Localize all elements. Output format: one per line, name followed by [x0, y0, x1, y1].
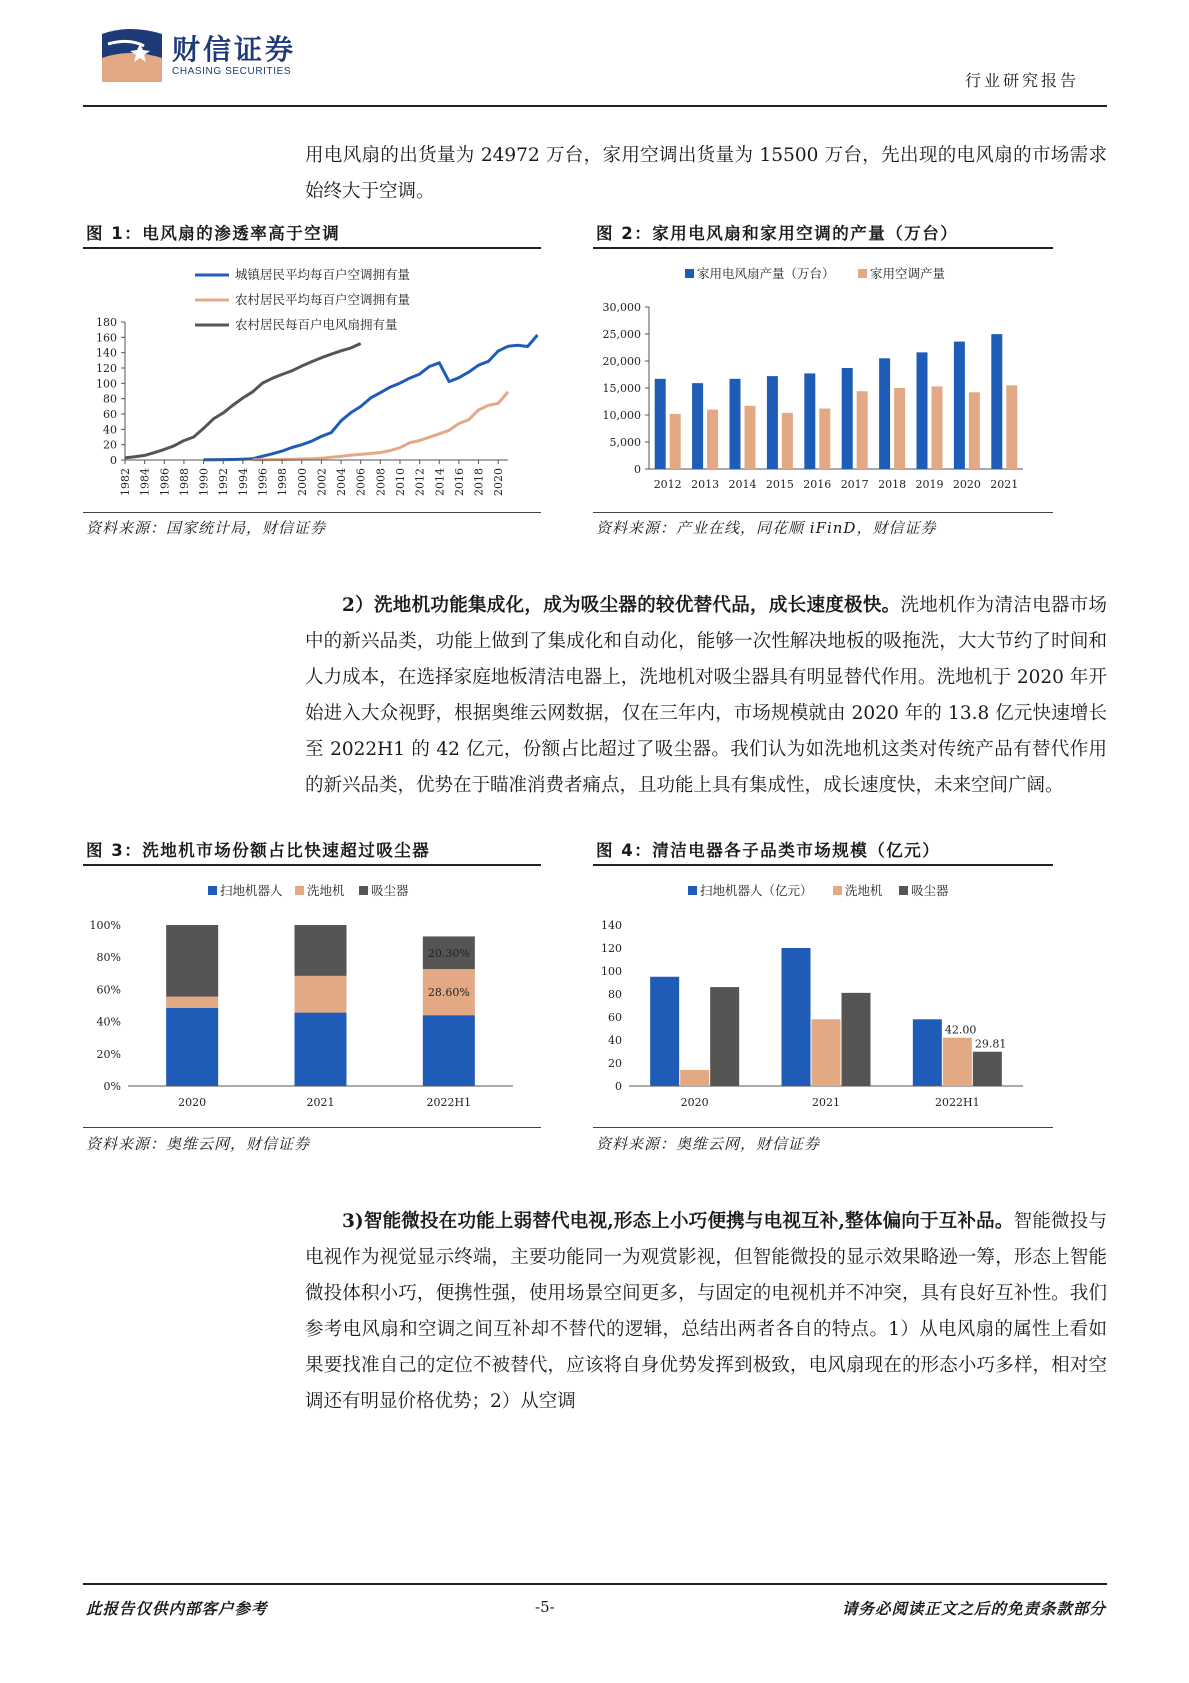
- figure-1-bottom-rule: [83, 512, 541, 513]
- footer-disclaimer-right: 请务必阅读正文之后的免责条款部分: [841, 1600, 1106, 1618]
- chart-3-market-share: [83, 870, 541, 1120]
- bar-robot-2022H1: [913, 1019, 942, 1086]
- y-tick-label: 60: [103, 408, 117, 421]
- x-tick-label: 2008: [374, 468, 388, 496]
- x-tick-label: 2021: [306, 1096, 335, 1109]
- x-tick-label: 1992: [217, 468, 231, 496]
- x-tick-label: 2012: [413, 468, 427, 496]
- x-tick-label: 2004: [335, 468, 349, 496]
- paragraph-1: 用电风扇的出货量为 24972 万台，家用空调出货量为 15500 万台，先出现的电风扇的市场需求始终大于空调。: [305, 145, 1107, 202]
- logo-mark: [100, 24, 164, 82]
- legend-swatch-2: [295, 886, 304, 895]
- data-label-floor-washer: 28.60%: [427, 986, 470, 1000]
- legend-label-1: 扫地机器人: [220, 883, 283, 898]
- y-tick-label: 180: [96, 316, 117, 329]
- figure-1-source: 资料来源：国家统计局，财信证券: [86, 519, 327, 537]
- footer-disclaimer-left: 此报告仅供内部客户参考: [86, 1600, 268, 1618]
- y-tick-label: 80: [103, 392, 117, 406]
- bar-ac-2013: [707, 410, 718, 469]
- bar-fan-2016: [804, 373, 815, 469]
- paragraph-3: [305, 1204, 1107, 1420]
- legend-label-3: 吸尘器: [911, 883, 949, 898]
- y-tick-label: 100%: [89, 919, 121, 932]
- stack-segment-vacuum-2020: [166, 925, 218, 997]
- y-tick-label: 0: [615, 1080, 622, 1093]
- figure-4-source: 资料来源：奥维云网，财信证券: [596, 1135, 821, 1153]
- series-line-2: [253, 392, 508, 460]
- y-tick-label: 20,000: [602, 355, 641, 368]
- x-tick-label: 1996: [256, 468, 270, 496]
- figure-1-title: 图 1：电风扇的渗透率高于空调: [86, 224, 341, 243]
- x-tick-label: 2021: [812, 1096, 840, 1109]
- legend-swatch-3: [899, 886, 908, 895]
- bar-ac-2016: [819, 409, 830, 469]
- x-tick-label: 2021: [990, 478, 1019, 491]
- y-tick-label: 100: [601, 965, 622, 978]
- report-type: 行业研究报告: [964, 71, 1079, 90]
- legend-label-2: 洗地机: [845, 883, 883, 898]
- paragraph-3-body: 智能微投与电视作为视觉显示终端，主要功能同一为观赏影视，但智能微投的显示效果略逊一筹，形态上智能微投体积小巧，便携性强，使用场景空间更多，与固定的电视机并不冲突，具有良好互补性。我们参考电风扇和空调之间互补却不替代的逻辑，总结出两者各自的特点。1）从电风扇的属性上看如果要找准自己的定位不被替代，应该将自身优势发挥到极致，电风扇现在的形态小巧多样，相对空调还有明显价格优势；2）从空调: [305, 1211, 1107, 1412]
- series-line-1: [204, 335, 538, 460]
- paragraph-2-heading: 2）洗地机功能集成化，成为吸尘器的较优替代品，成长速度极快。: [342, 595, 901, 616]
- x-tick-label: 2012: [653, 478, 682, 491]
- figure-2-bottom-rule: [593, 512, 1053, 513]
- figure-3-title: 图 3：洗地机市场份额占比快速超过吸尘器: [86, 841, 431, 860]
- y-tick-label: 140: [96, 346, 117, 360]
- bar-robot-2020: [650, 977, 679, 1086]
- y-tick-label: 0: [634, 463, 641, 476]
- figure-1-title-rule: [83, 247, 541, 249]
- y-tick-label: 30,000: [602, 301, 641, 314]
- x-tick-label: 2014: [433, 468, 447, 496]
- figure-4-title-rule: [593, 864, 1053, 866]
- logo-subtext: CHASING SECURITIES: [172, 66, 292, 77]
- x-tick-label: 1990: [197, 468, 211, 496]
- x-tick-label: 2017: [840, 478, 869, 491]
- y-tick-label: 5,000: [609, 436, 641, 449]
- y-tick-label: 20: [103, 438, 117, 452]
- x-tick-label: 2006: [354, 468, 368, 496]
- bar-ac-2014: [745, 406, 756, 469]
- y-tick-label: 20%: [96, 1047, 121, 1061]
- y-tick-label: 100: [96, 377, 117, 391]
- legend-swatch-2: [833, 886, 842, 895]
- bar-vacuum-2022H1: [973, 1052, 1002, 1086]
- y-tick-label: 40%: [96, 1015, 121, 1029]
- chart-4-market-size: [593, 870, 1053, 1120]
- logo-text: 财信证券: [172, 33, 297, 66]
- x-tick-label: 1998: [276, 468, 290, 496]
- bar-fan-2019: [917, 352, 928, 469]
- bar-ac-2017: [857, 391, 868, 469]
- stack-segment-robot-2021: [295, 1013, 347, 1086]
- x-tick-label: 2020: [178, 1096, 207, 1109]
- legend-label-2: 农村居民平均每百户空调拥有量: [235, 292, 411, 307]
- legend-label-1: 家用电风扇产量（万台）: [697, 266, 835, 281]
- x-tick-label: 2020: [952, 478, 981, 491]
- x-tick-label: 2019: [915, 478, 944, 491]
- x-tick-label: 2022H1: [426, 1096, 472, 1109]
- x-tick-label: 2002: [315, 468, 329, 496]
- x-tick-label: 2014: [728, 478, 757, 491]
- x-tick-label: 2010: [393, 468, 407, 496]
- stack-segment-robot-2020: [166, 1008, 218, 1086]
- bar-floor-washer-2021: [812, 1019, 841, 1086]
- chart-2-production: [593, 255, 1053, 510]
- y-tick-label: 80: [608, 988, 622, 1001]
- figure-4-bottom-rule: [593, 1127, 1053, 1128]
- y-tick-label: 10,000: [602, 409, 641, 422]
- x-tick-label: 1986: [158, 468, 172, 496]
- y-tick-label: 15,000: [602, 382, 641, 395]
- y-tick-label: 0: [110, 454, 117, 467]
- y-tick-label: 40: [608, 1034, 622, 1047]
- y-tick-label: 160: [96, 331, 117, 345]
- x-tick-label: 1988: [177, 468, 191, 496]
- x-tick-label: 2016: [452, 468, 466, 496]
- bar-fan-2015: [767, 376, 778, 469]
- legend-label-1: 扫地机器人（亿元）: [700, 883, 813, 898]
- page-number: -5-: [535, 1598, 555, 1616]
- data-label-vacuum: 29.81: [974, 1037, 1007, 1051]
- legend-swatch-3: [359, 886, 368, 895]
- bar-ac-2018: [894, 388, 905, 469]
- figure-3-title-rule: [83, 864, 541, 866]
- y-tick-label: 60%: [96, 983, 121, 997]
- stack-segment-floor-washer-2020: [166, 997, 218, 1008]
- bar-fan-2014: [730, 379, 741, 469]
- legend-swatch-2: [858, 269, 867, 278]
- y-tick-label: 80%: [96, 951, 121, 965]
- y-tick-label: 60: [608, 1011, 622, 1024]
- series-line-3: [125, 344, 361, 458]
- bar-robot-2021: [782, 948, 811, 1086]
- bar-fan-2021: [991, 334, 1002, 469]
- y-tick-label: 120: [601, 942, 622, 955]
- x-tick-label: 2020: [492, 468, 506, 496]
- x-tick-label: 1984: [138, 468, 152, 496]
- legend-swatch-1: [685, 269, 694, 278]
- x-tick-label: 2015: [765, 478, 794, 491]
- legend-label-2: 洗地机: [307, 883, 345, 898]
- figure-3-source: 资料来源：奥维云网，财信证券: [86, 1135, 311, 1153]
- stack-segment-vacuum-2021: [295, 925, 347, 976]
- bar-vacuum-2020: [710, 987, 739, 1086]
- y-tick-label: 40: [103, 423, 117, 437]
- y-tick-label: 25,000: [602, 328, 641, 341]
- bar-ac-2019: [932, 386, 943, 469]
- y-tick-label: 120: [96, 362, 117, 375]
- x-tick-label: 1982: [119, 468, 132, 496]
- bar-ac-2012: [670, 414, 681, 469]
- bar-ac-2021: [1006, 385, 1017, 469]
- x-tick-label: 2022H1: [935, 1096, 980, 1109]
- x-tick-label: 1994: [236, 468, 250, 496]
- paragraph-2: [305, 588, 1107, 804]
- x-tick-label: 2016: [803, 478, 832, 491]
- legend-swatch-1: [688, 886, 697, 895]
- bar-fan-2018: [879, 358, 890, 469]
- bar-fan-2020: [954, 342, 965, 469]
- x-tick-label: 2013: [691, 478, 720, 491]
- header-rule: [83, 105, 1107, 107]
- y-tick-label: 20: [608, 1057, 622, 1070]
- paragraph-2-body: 洗地机作为清洁电器市场中的新兴品类，功能上做到了集成化和自动化，能够一次性解决地板的吸拖洗，大大节约了时间和人力成本，在选择家庭地板清洁电器上，洗地机对吸尘器具有明显替代作用。洗地机于 2020 年开始进入大众视野，根据奥维云网数据，仅在三年内，市场规模就由 2020 年的 13.8 亿元快速增长至 2022H1 的 42 亿元，份额占比超过了吸尘器。我们认为如洗地机这类对传统产品有替代作用的新兴品类，优势在于瞄准消费者痛点，且功能上具有集成性，成长速度快，未来空间广阔。: [305, 595, 1107, 796]
- bar-vacuum-2021: [842, 993, 871, 1086]
- y-tick-label: 0%: [103, 1080, 121, 1093]
- figure-2-title-rule: [593, 247, 1053, 249]
- x-tick-label: 2020: [680, 1096, 709, 1109]
- legend-label-3: 农村居民每百户电风扇拥有量: [235, 317, 398, 332]
- bar-fan-2017: [842, 368, 853, 469]
- data-label-floor-washer: 42.00: [944, 1023, 977, 1037]
- footer-rule: [83, 1583, 1107, 1585]
- figure-2-title: 图 2：家用电风扇和家用空调的产量（万台）: [596, 224, 959, 243]
- data-label-vacuum: 20.30%: [427, 946, 470, 960]
- bar-ac-2015: [782, 413, 793, 469]
- x-tick-label: 2000: [295, 468, 309, 496]
- bar-floor-washer-2022H1: [943, 1038, 972, 1086]
- paragraph-3-heading: 3)智能微投在功能上弱替代电视,形态上小巧便携与电视互补,整体偏向于互补品。: [342, 1211, 1014, 1232]
- legend-label-1: 城镇居民平均每百户空调拥有量: [235, 267, 411, 282]
- legend-label-2: 家用空调产量: [870, 266, 946, 281]
- figure-2-source: 资料来源：产业在线，同花顺 iFinD，财信证券: [596, 519, 937, 537]
- y-tick-label: 140: [601, 919, 622, 932]
- bar-ac-2020: [969, 392, 980, 469]
- bar-floor-washer-2020: [680, 1070, 709, 1086]
- bar-fan-2013: [692, 383, 703, 469]
- x-tick-label: 2018: [878, 478, 907, 491]
- legend-swatch-1: [208, 886, 217, 895]
- figure-3-bottom-rule: [83, 1127, 541, 1128]
- stack-segment-robot-2022H1: [423, 1015, 475, 1086]
- chart-1-penetration: [83, 255, 541, 510]
- stack-segment-floor-washer-2021: [295, 976, 347, 1013]
- legend-label-3: 吸尘器: [371, 883, 409, 898]
- figure-4-title: 图 4：清洁电器各子品类市场规模（亿元）: [596, 841, 941, 860]
- bar-fan-2012: [655, 379, 666, 469]
- x-tick-label: 2018: [472, 468, 486, 496]
